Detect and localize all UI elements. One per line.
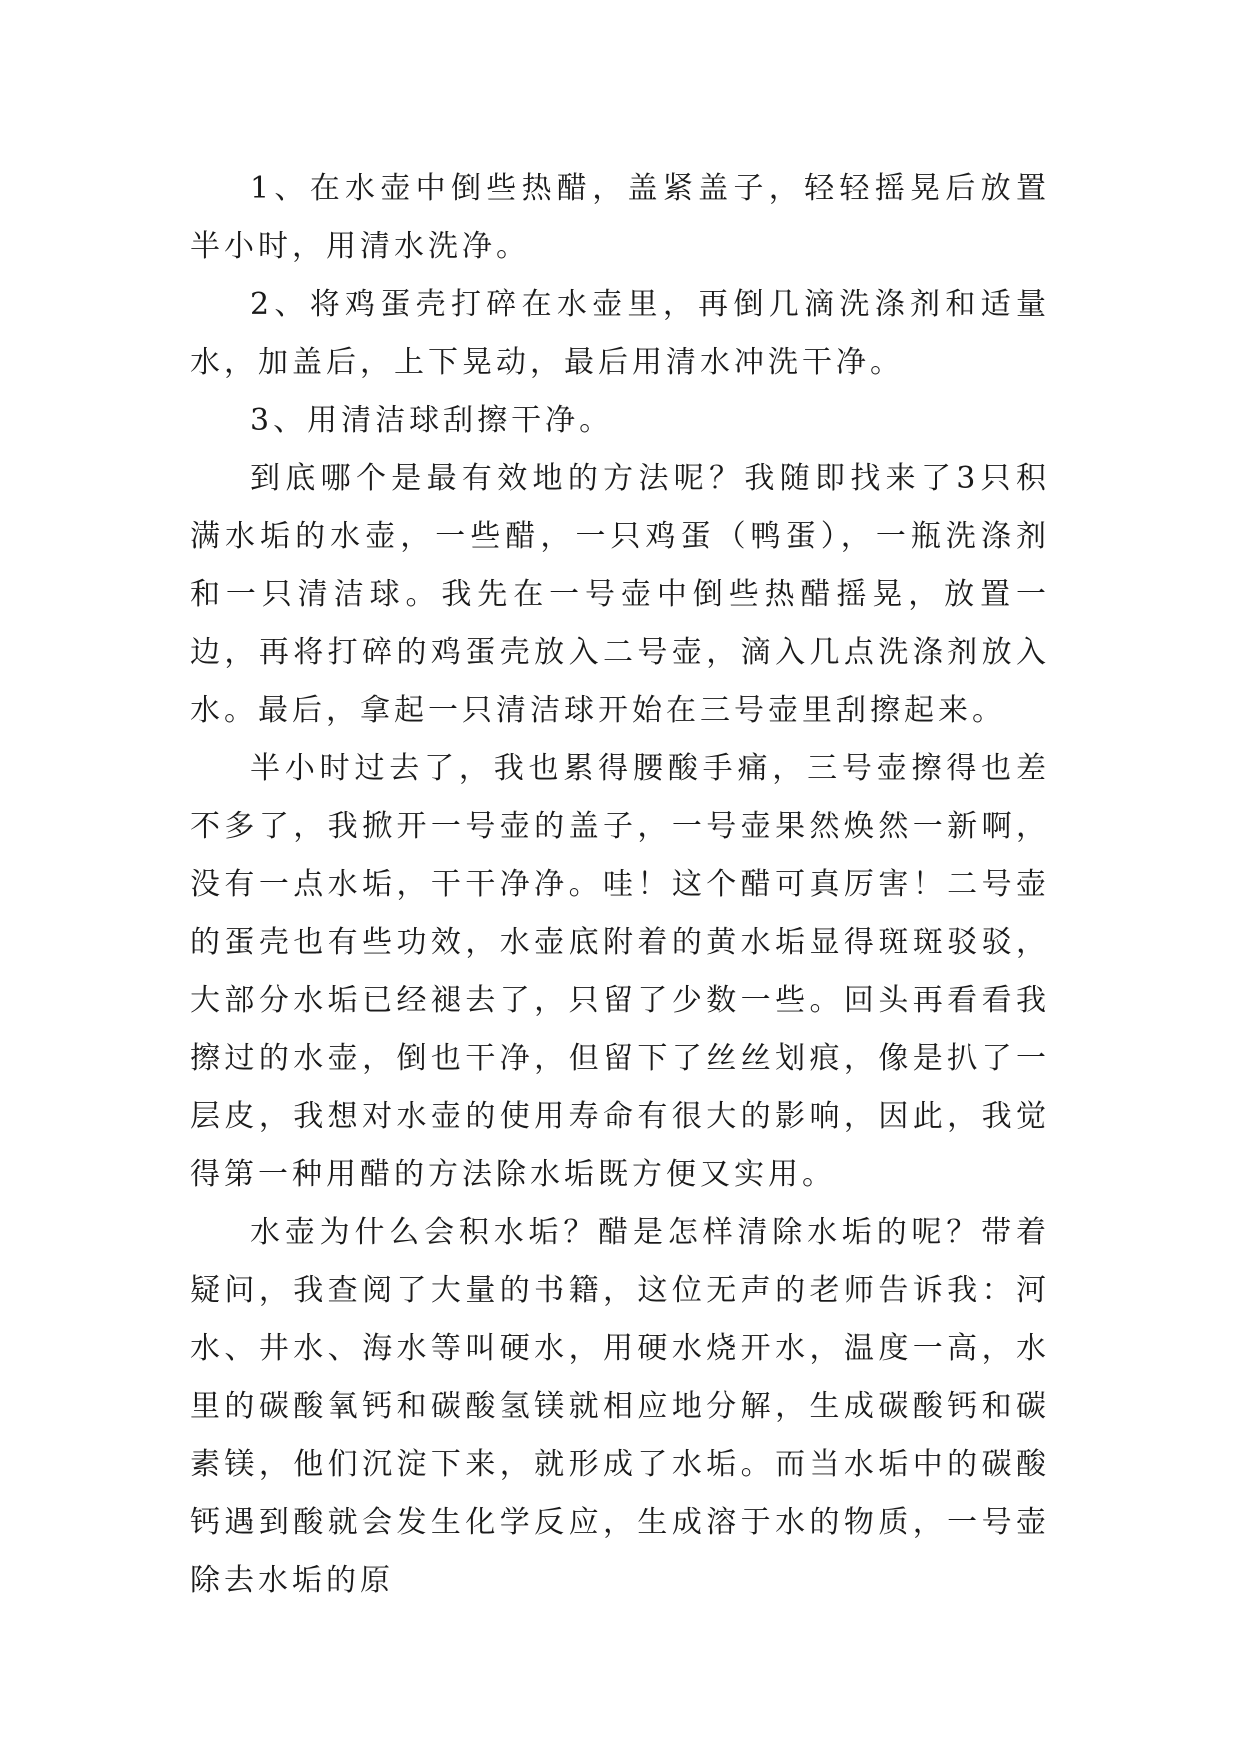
paragraph-method-1: 1、在水壶中倒些热醋，盖紧盖子，轻轻摇晃后放置半小时，用清水洗净。 <box>190 171 1050 264</box>
paragraph-method-2: 2、将鸡蛋壳打碎在水壶里，再倒几滴洗涤剂和适量水，加盖后，上下晃动，最后用清水冲洗干净。 <box>190 287 1050 380</box>
paragraph-method-3: 3、用清洁球刮擦干净。 <box>250 403 614 438</box>
paragraph-explanation: 水壶为什么会积水垢？醋是怎样清除水垢的呢？带着疑问，我查阅了大量的书籍，这位无声的老师告诉我：河水、井水、海水等叫硬水，用硬水烧开水，温度一高，水里的碳酸氧钙和碳酸氢镁就相应地分解，生成碳酸钙和碳素镁，他们沉淀下来，就形成了水垢。而当水垢中的碳酸钙遇到酸就会发生化学反应，生成溶于水的物质，一号壶除去水垢的原 <box>190 1215 1050 1598</box>
document-body <box>190 160 1050 1610</box>
paragraph-results: 半小时过去了，我也累得腰酸手痛，三号壶擦得也差不多了，我掀开一号壶的盖子，一号壶果然焕然一新啊，没有一点水垢，干干净净。哇！这个醋可真厉害！二号壶的蛋壳也有些功效，水壶底附着的黄水垢显得斑斑驳驳，大部分水垢已经褪去了，只留了少数一些。回头再看看我擦过的水壶，倒也干净，但留下了丝丝划痕，像是扒了一层皮，我想对水壶的使用寿命有很大的影响，因此，我觉得第一种用醋的方法除水垢既方便又实用。 <box>190 751 1050 1192</box>
paragraph-experiment: 到底哪个是最有效地的方法呢？我随即找来了3只积满水垢的水壶，一些醋，一只鸡蛋（鸭蛋），一瓶洗涤剂和一只清洁球。我先在一号壶中倒些热醋摇晃，放置一边，再将打碎的鸡蛋壳放入二号壶，滴入几点洗涤剂放入水。最后，拿起一只清洁球开始在三号壶里刮擦起来。 <box>190 461 1050 728</box>
